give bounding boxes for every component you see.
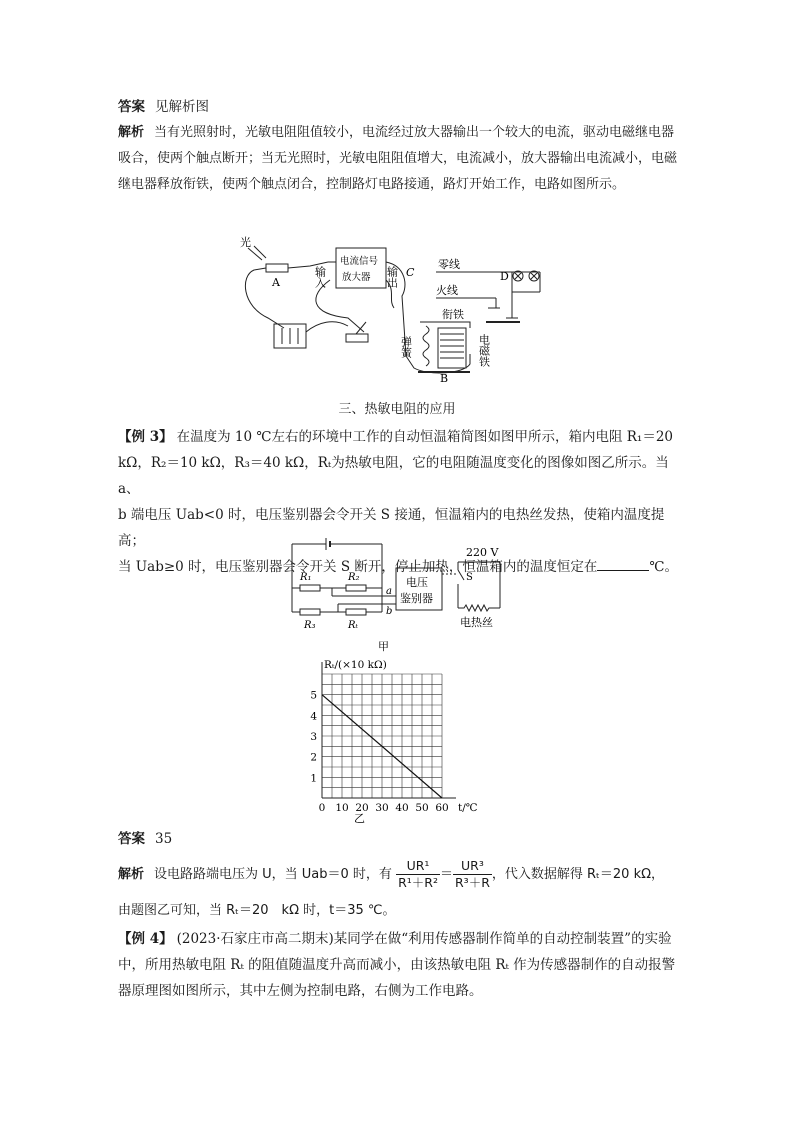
label-a: a — [386, 586, 392, 597]
r3-resistor — [300, 609, 320, 615]
caption-yi: 乙 — [354, 812, 365, 824]
example-3-line-2: kΩ，R₂＝10 kΩ，R₃＝40 kΩ，Rₜ为热敏电阻，它的电阻随温度变化的图像如图乙所示。当 a、 — [118, 455, 669, 497]
armature-label: 衔铁 — [442, 308, 464, 321]
spring — [423, 326, 429, 366]
r1-resistor — [300, 585, 320, 591]
analysis-text: 当有光照射时，光敏电阻阻值较小，电流经过放大器输出一个较大的电流，驱动电磁继电器吸合，使两个触点断开；当无光照时，光敏电阻阻值增大，电流减小，放大器输出电流减小，电磁继电器释放衔铁，使两个触点闭合，控制路灯电路接通，路灯开始工作，电路如图所示。 — [118, 125, 678, 192]
example-3-line-4: 当 Uab≥0 时，电压鉴别器会令开关 S 断开，停止加热，恒温箱内的温度恒定在 — [118, 559, 598, 575]
detector-label-1: 电压 — [406, 576, 428, 589]
answer-blank — [597, 557, 649, 571]
analysis-pre: 设电路路端电压为 U，当 Uab＝0 时，有 — [154, 867, 392, 882]
input-label: 输入 — [313, 266, 327, 288]
output-label: 输出 — [385, 266, 399, 288]
zero-line-label: 零线 — [438, 258, 460, 271]
x-axis-label: t/℃ — [458, 802, 478, 814]
r2-resistor — [346, 585, 366, 591]
label-b: B — [440, 372, 449, 384]
y-tick-label: 3 — [310, 731, 317, 743]
answer-label: 答案 — [118, 99, 145, 115]
fraction-left: $\frac{\text{UR¹}}{\text{R¹＋R²}}$ — [398, 858, 438, 890]
x-tick-label: 50 — [415, 802, 429, 814]
analysis-label: 解析 — [118, 125, 145, 140]
label-a: A — [272, 276, 280, 289]
label-c: C — [406, 266, 415, 279]
analysis-label: 解析 — [118, 867, 145, 882]
r3-label: R₃ — [304, 620, 316, 631]
spring-label: 弹簧 — [399, 336, 413, 358]
fraction-right: $\frac{\text{UR³}}{\text{R³＋R}}$ — [455, 858, 490, 890]
thermistor-chart — [304, 658, 494, 824]
x-tick-label: 0 — [318, 802, 326, 814]
fire-line-label: 火线 — [436, 284, 458, 297]
x-tick-label: 10 — [335, 802, 349, 814]
heater-wire — [458, 605, 500, 611]
x-tick-label: 20 — [355, 802, 369, 814]
y-tick-label: 2 — [310, 751, 317, 764]
switch-s-label: S — [466, 572, 473, 583]
light-control-circuit-figure — [238, 236, 558, 384]
r2-label: R₂ — [348, 572, 360, 583]
x-tick-label: 60 — [435, 802, 449, 814]
photoresistor — [266, 264, 288, 272]
answer-label: 答案 — [118, 831, 145, 847]
example-3-unit: ℃。 — [649, 559, 678, 575]
answer-1 — [118, 94, 680, 120]
example-4 — [118, 926, 680, 1004]
example-3-label: 【例 3】 — [118, 429, 173, 445]
example-3-line-3: b 端电压 Uab<0 时，电压鉴别器会令开关 S 接通，恒温箱内的电热丝发热，使箱内温度提高； — [118, 507, 665, 549]
x-tick-label: 40 — [395, 802, 409, 814]
analysis-post: ，代入数据解得 Rₜ＝20 kΩ， — [491, 867, 665, 882]
example-4-text: (2023·石家庄市高二期末)某同学在做“利用传感器制作简单的自动控制装置”的实验中，所用热敏电阻 Rₜ 的阻值随温度升高而减小，由该热敏电阻 Rₜ 作为传感器制作的自动报警器原理图如图所示，其中左侧为控制电路，右侧为工作电路。 — [118, 931, 676, 999]
thermostat-circuit-figure — [286, 536, 516, 656]
analysis-1 — [118, 120, 680, 198]
amplifier-label-2: 放大器 — [342, 272, 371, 283]
amplifier-label-1: 电流信号 — [340, 256, 379, 267]
analysis-2: 解析 设电路路端电压为 U，当 Uab＝0 时，有 $\frac{\text{UR¹}}{\text{R¹＋R²}}$ ＝ $\frac{\text{UR³}}{\text{R³＋R}}$ ，代入数据解得 Rₜ＝20 kΩ， — [118, 858, 665, 890]
switch — [346, 334, 368, 342]
caption-jia: 甲 — [378, 640, 389, 653]
light-label: 光 — [240, 236, 251, 249]
r1-label: R₁ — [300, 572, 312, 583]
electromagnet-label: 电磁铁 — [477, 334, 491, 367]
heater-label: 电热丝 — [460, 616, 493, 629]
example-3-line-1: 在温度为 10 ℃左右的环境中工作的自动恒温箱简图如图甲所示，箱内电阻 R₁＝20 — [176, 429, 674, 445]
detector-label-2: 鉴别器 — [400, 592, 433, 605]
rt-label: Rₜ — [348, 620, 358, 631]
x-tick-label: 30 — [375, 802, 389, 814]
answer-text: 见解析图 — [155, 99, 209, 115]
label-b: b — [386, 606, 393, 617]
analysis-2-line-2: 由题图乙可知，当 Rₜ＝20 kΩ 时，t＝35 ℃。 — [118, 903, 396, 918]
y-axis-label: Rₜ/(×10 kΩ) — [324, 659, 387, 671]
rt-resistor — [346, 609, 366, 615]
answer-2 — [118, 826, 680, 852]
answer-text: 35 — [155, 831, 173, 847]
y-tick-label: 4 — [310, 710, 317, 723]
y-tick-label: 5 — [310, 689, 317, 702]
y-tick-label: 1 — [310, 772, 317, 785]
example-4-label: 【例 4】 — [118, 931, 173, 947]
section-title: 三、热敏电阻的应用 — [338, 402, 456, 417]
voltage-label: 220 V — [466, 546, 499, 559]
label-d: D — [500, 270, 509, 283]
